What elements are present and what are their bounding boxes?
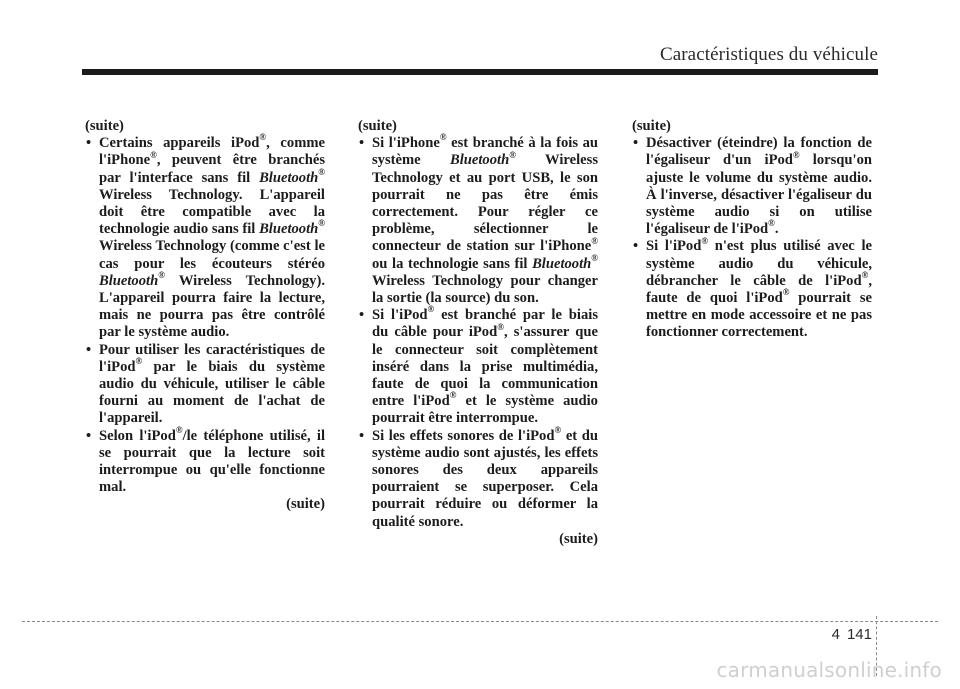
text-column-1	[85, 118, 325, 514]
bullet-item: • Si l'iPod® est branché par le biais du câble pour iPod®, s'assurer que le connecteur soit complètement inséré dans la prise multimédia, faute de quoi la communication entre l'iPod® et le système audio pourrait être interrompue.	[358, 307, 598, 427]
chapter-number: 4	[831, 626, 840, 643]
bullet-item: • Certains appareils iPod®, comme l'iPhone®, peuvent être branchés par l'interface sans fil Bluetooth® Wireless Technology. L'appareil doit être compatible avec la technologie audio sans fil Bluetooth® Wireless Technology (comme c'est le cas pour les écouteurs stéréo Bluetooth® Wireless Technology). L'appareil pourra faire la lecture, mais ne pourra pas être contrôlé par le système audio.	[85, 135, 325, 341]
watermark: carmanualsonline.info	[716, 658, 942, 682]
text-column-2	[358, 118, 598, 548]
bullet-list	[85, 132, 325, 496]
continued-label-top: (suite)	[632, 118, 671, 134]
continued-label-top: (suite)	[85, 118, 124, 134]
continued-label-bottom: (suite)	[559, 530, 598, 547]
text-column-3	[632, 118, 872, 342]
bullet-item: • Si l'iPod® n'est plus utilisé avec le système audio du véhicule, débrancher le câble de l'iPod®, faute de quoi l'iPod® pourrait se mettre en mode accessoire et ne pas fonctionner correctement.	[632, 238, 872, 341]
continued-label-top: (suite)	[358, 118, 397, 134]
page-number	[832, 626, 872, 643]
footer-dashed-rule	[22, 621, 938, 622]
header-rule	[82, 69, 878, 75]
page-number-value: 141	[846, 626, 872, 643]
bullet-list	[358, 132, 599, 531]
bullet-item: • Si l'iPhone® est branché à la fois au système Bluetooth® Wireless Technology et au port USB, le son pourrait ne pas être émis correctement. Pour régler ce problème, sélectionner le connecteur de station sur l'iPhone® ou la technologie sans fil Bluetooth® Wireless Technology pour changer la sortie (la source) du son.	[358, 135, 598, 307]
bullet-item: • Désactiver (éteindre) la fonction de l'égaliseur d'un iPod® lorsqu'on ajuste le volume du système audio. À l'inverse, désactiver l'égaliseur du système audio si on utilise l'égaliseur de l'iPod®.	[632, 135, 872, 238]
continued-label-bottom: (suite)	[286, 496, 325, 513]
bullet-item: • Pour utiliser les caractéristiques de l'iPod® par le biais du système audio du véhicule, utiliser le câble fourni au moment de l'achat de l'appareil.	[85, 342, 325, 428]
bullet-list	[632, 135, 872, 341]
bullet-item: • Si les effets sonores de l'iPod® et du système audio sont ajustés, les effets sonores des deux appareils pourraient se superposer. Cela pourrait réduire ou déformer la qualité sonore.	[358, 428, 598, 531]
section-title: Caractéristiques du véhicule	[659, 44, 878, 65]
bullet-item: • Selon l'iPod®/le téléphone utilisé, il se pourrait que la lecture soit interrompue ou qu'elle fonctionne mal.	[85, 428, 325, 497]
